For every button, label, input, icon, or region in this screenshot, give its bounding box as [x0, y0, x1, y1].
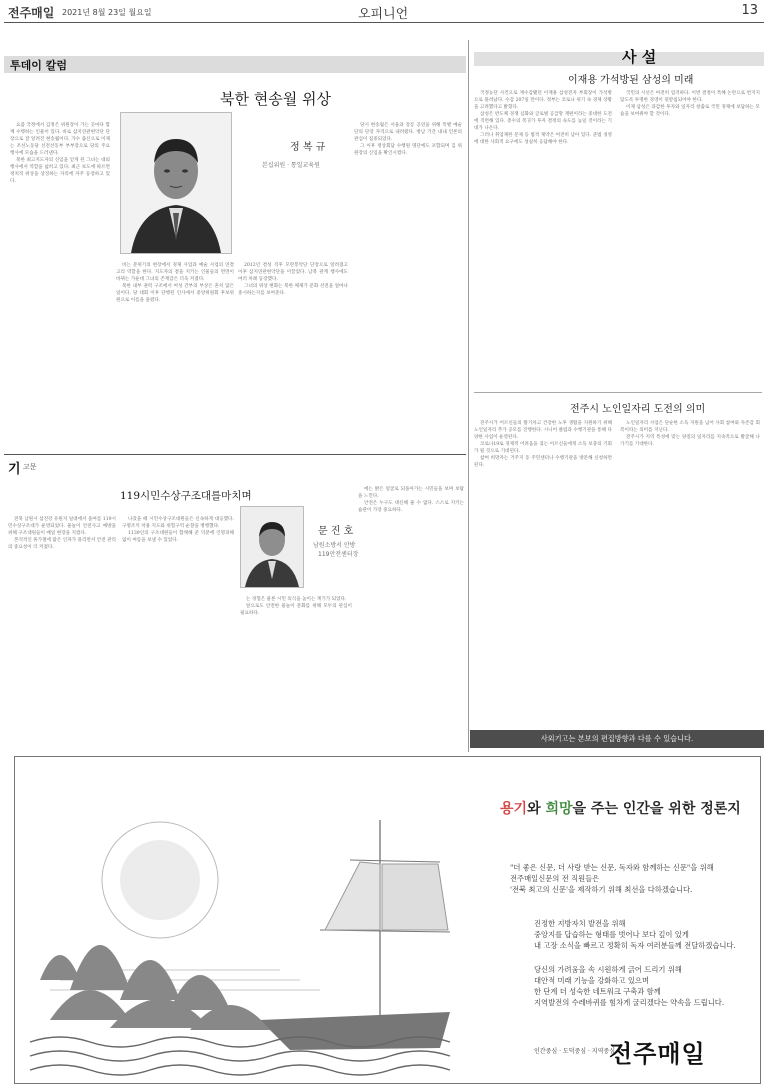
author-role: 본십위원 · 통일교육원: [262, 162, 320, 169]
paragraph: 노인일자리 사업은 단순한 소득 지원을 넘어 사회 참여와 자존감 회복이라는 의미를 지닌다.: [620, 421, 760, 433]
ad-text-block-2: [534, 918, 758, 951]
paragraph: 안전은 누구도 대신해 줄 수 없다. 스스로 지키는 습관이 가장 중요하다.: [358, 501, 464, 513]
ad-line: '전북 최고의 신문'을 제작하기 위해 최선을 다하겠습니다.: [510, 885, 693, 894]
ad-line: 전주매일신문의 전 직원들은: [510, 874, 600, 883]
ad-line: 당신의 가려움을 속 시원하게 긁어 드리기 위해: [534, 965, 682, 974]
paragraph: 전북 남원시 섬진강 유원지 일대에서 올여름 119시민수상구조대가 운영되었다. 물놀이 안전사고 예방을 위해 구조대원들이 매일 현장을 지켰다.: [8, 517, 116, 536]
editorial-title-1: 이재용 가석방된 삼성의 미래: [568, 75, 694, 86]
editorial-body-1b: [620, 90, 760, 380]
editorial-bar: [474, 52, 764, 66]
contributor-name: 문 진 호: [318, 526, 354, 537]
paragraph: 본격적인 휴가철에 많은 인파가 몰리면서 안전 관리의 중요성이 더 커졌다.: [8, 538, 116, 550]
contributor-role-2: 119안전센터장: [318, 551, 359, 558]
ad-line: "더 좋은 신문, 더 사랑 받는 신문, 독자와 함께하는 신문"을 위해: [510, 863, 714, 872]
opinion-label-sub: 고문: [23, 463, 37, 471]
today-column-body-3: [238, 262, 348, 382]
ad-headline: [500, 798, 741, 818]
opinion-title: 119시민수상구조대를마치며: [120, 490, 252, 502]
ad-line: 내 고장 소식을 빠르고 정확히 독자 여러분들께 전달하겠습니다.: [534, 941, 736, 950]
ad-logo: 전주매일: [609, 1040, 706, 1068]
paragraph: 참여 희망자는 거주지 동 주민센터나 수행기관을 방문해 신청하면 된다.: [474, 456, 612, 468]
paragraph: 앞으로도 안전한 물놀이 문화를 위해 모두의 관심이 필요하다.: [240, 604, 352, 616]
author-name: 정 복 규: [290, 142, 326, 153]
today-column-body-1: [10, 122, 110, 367]
today-column-label: 투데이 칼럼: [10, 59, 67, 72]
ad-illustration: [20, 780, 460, 1078]
today-column-bar: [4, 56, 466, 73]
paragraph: 전주시가 어르신들의 활기차고 건강한 노후 생활을 지원하기 위해 노인일자리 추가 공모를 진행한다. 시니어 클럽과 수행기관을 통해 다양한 사업이 운영된다.: [474, 421, 612, 440]
author-portrait-image: [121, 113, 231, 253]
contributor-role-1: 남원소방서 안방: [313, 542, 356, 549]
today-column-title: 북한 현송월 위상: [220, 90, 331, 108]
editorial-label: 사 설: [622, 48, 657, 66]
paragraph: 요즘 국정에서 김정은 위원장이 가는 곳마다 함께 수행하는 인물이 있다. 바로 삼지연관현악단 단장으로 잘 알려진 현송월이다. 가수 출신으로 이제는 조선노동당 선전선동부 부부장으로 당의 주요 행사에 모습을 드러낸다.: [10, 123, 110, 156]
editorial-title-2: 전주시 노인일자리 도전의 의미: [570, 404, 706, 415]
paragraph: 당시 현송월은 서울과 강릉 공연을 위해 특별 예술단의 단장 자격으로 내려왔다. 방남 기간 내내 언론의 관심이 집중되었다.: [354, 123, 462, 142]
paragraph: 북한 최고지도자의 신임을 얻게 된 그녀는 대외 행사에서 역할을 넓히고 있다. 최근 보도에 따르면 정치적 위상을 상징하는 자리에 자주 등장하고 있다.: [10, 158, 110, 184]
editorial-divider: [474, 392, 762, 393]
ad-line: 한 단계 더 성숙한 네트워크 구축과 함께: [534, 987, 661, 996]
ad-line: 지역발전의 수레바퀴를 힘차게 굴리겠다는 약속을 드립니다.: [534, 998, 725, 1007]
paragraph: 그러나 취업제한 문제 등 법적 제약은 여전히 남아 있다. 준법 경영에 대한 사회적 요구에도 성실히 응답해야 한다.: [474, 133, 612, 145]
ad-headline-hope: 희망: [545, 801, 573, 817]
ad-headline-courage: 용기: [500, 801, 528, 817]
paragraph: 나갔을 때 시민수상구조대원들은 신속하게 대응했다. 구명조끼 착용 지도와 위험구역 순찰을 병행했다.: [122, 517, 234, 529]
paragraph: 국민의 시선은 여전히 엄격하다. 이번 결정이 특혜 논란으로 번지지 않도록 투명한 경영이 뒷받침되어야 한다.: [620, 91, 760, 103]
paragraph: 국정농단 사건으로 재수감됐던 이재용 삼성전자 부회장이 가석방으로 풀려났다. 수감 207일 만이다. 정부는 코로나 위기 속 경제 상황을 고려했다고 밝혔다.: [474, 91, 612, 110]
ad-line: 대안적 미래 기능을 강화하고 있으며: [534, 976, 650, 985]
paragraph: 비는 분위기의 현장에서 경제 사업과 예술 사업의 연결고리 역할을 한다. 지도자의 곁을 지키는 인물들의 면면이 바뀌는 가운데 그녀의 존재감은 더욱 커졌다.: [116, 263, 234, 282]
masthead-rule: [4, 22, 764, 23]
editorial-body-2: [474, 420, 612, 720]
paragraph: 코로나19로 경제적 어려움을 겪는 어르신들에게 소득 보충의 기회가 될 것으로 기대된다.: [474, 442, 612, 454]
contributor-portrait-image: [241, 507, 303, 587]
paragraph: 2012년 결성 직후 모란봉악단 단장으로 알려졌고 이후 삼지연관현악단을 이끌었다. 남북 관계 행사에도 여러 차례 등장했다.: [238, 263, 348, 282]
opinion-top-rule: [4, 454, 466, 455]
ad-text-block-1: [510, 862, 758, 895]
ad-line: 진정한 지방자치 발전을 위해: [534, 919, 626, 928]
paragraph: 그 이후 정상회담 수행원 명단에도 포함되며 김 위원장의 신임을 확인시켰다.: [354, 144, 462, 156]
opinion-disclaimer: 사외기고는 본보의 편집방향과 다를 수 있습니다.: [470, 730, 764, 748]
contributor-photo: [240, 506, 304, 588]
today-column-body-4: [354, 122, 462, 382]
opinion-body-4: [358, 486, 464, 748]
ad-footer-slogan: 인간중심 · 도덕중심 · 지역중심: [534, 1048, 615, 1055]
paragraph: 이제 삼성은 과감한 투자와 일자리 창출로 국민 경제에 보답하는 모습을 보여줘야 할 것이다.: [620, 105, 760, 117]
ad-text-block-3: [534, 964, 758, 1008]
ad-headline-and: 와: [527, 801, 546, 817]
sailboat-illustration: [20, 780, 460, 1078]
issue-date: 2021년 8월 23일 월요일: [62, 8, 152, 17]
paragraph: 북한 내부 권력 구조에서 여성 간부의 부상은 흔치 않은 일이다. 당 대회 이후 단행된 인사에서 중앙위원회 후보위원으로 이름을 올렸다.: [116, 284, 234, 303]
paragraph: 삼성은 반도체 경쟁 심화와 글로벌 공급망 재편이라는 중대한 도전에 직면해 있다. 총수의 복귀가 투자 결정의 속도를 높일 것이라는 기대가 나온다.: [474, 112, 612, 131]
opinion-body-2: [122, 516, 234, 748]
editorial-body-2b: [620, 420, 760, 720]
paragraph: 전주시가 지역 특성에 맞는 양질의 일자리를 지속적으로 발굴해 나가기를 기대한다.: [620, 435, 760, 447]
paragraph: 는 경험은 물론 시민 의식을 높이는 계기가 되었다.: [246, 597, 347, 602]
opinion-label: 기: [8, 462, 21, 477]
opinion-body-3: [240, 596, 352, 748]
ad-line: 중앙지를 답습하는 형태를 벗어나 보다 깊이 있게: [534, 930, 689, 939]
page-number: 13: [741, 3, 758, 18]
author-photo: [120, 112, 232, 254]
opinion-body-1: [8, 516, 116, 748]
section-title: 오피니언: [358, 7, 409, 22]
paragraph: 그녀의 위상 변화는 북한 체제가 문화 선전을 얼마나 중시하는지를 보여준다.: [238, 284, 348, 296]
column-separator: [468, 40, 469, 752]
paragraph: 1139인의 구조대원들이 함께해 준 덕분에 인명피해 없이 여름을 보낼 수 있었다.: [122, 531, 234, 543]
paragraph: 에는 밝은 얼굴로 되돌아가는 시민들을 보며 보람을 느낀다.: [358, 487, 464, 499]
paper-name: 전주매일: [8, 6, 55, 20]
editorial-body-1: [474, 90, 612, 380]
ad-headline-rest: 을 주는 인간을 위한 정론지: [572, 801, 741, 817]
today-column-body-2: [116, 262, 234, 382]
